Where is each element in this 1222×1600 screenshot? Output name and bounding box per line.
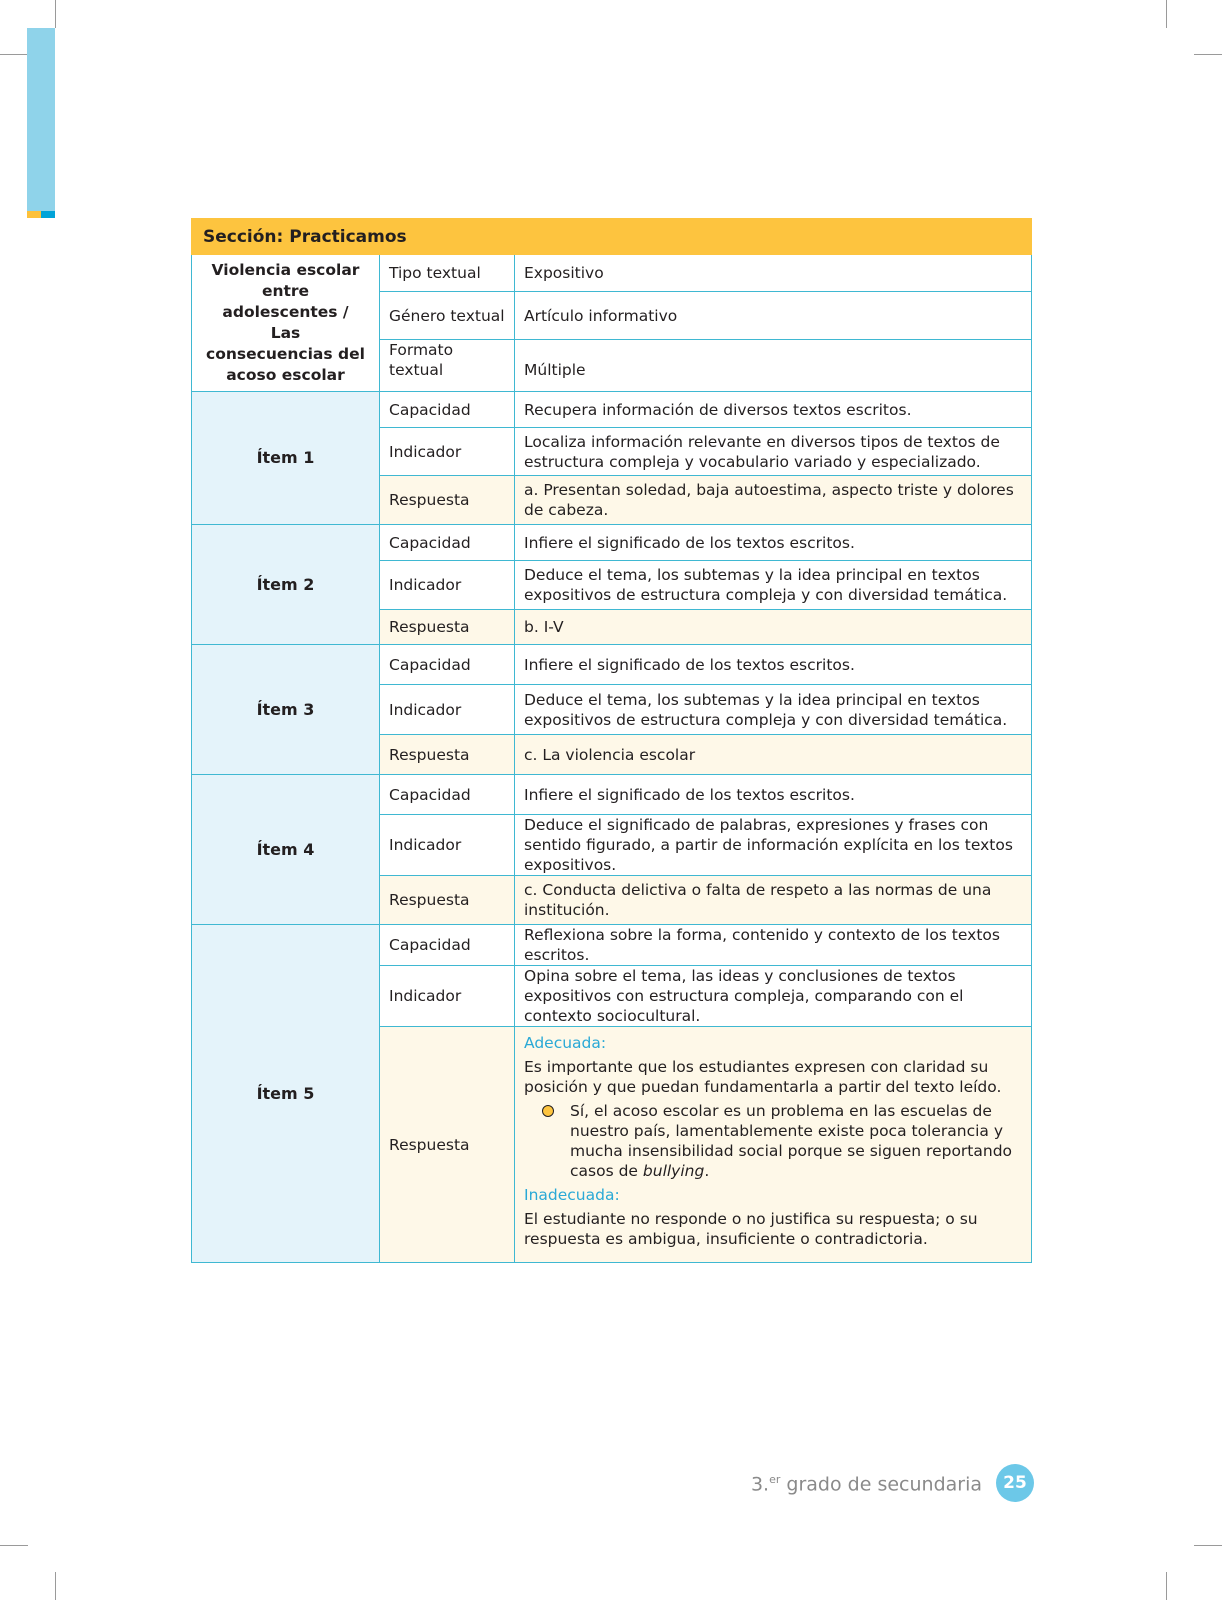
bullying-term: bullying [642, 1162, 705, 1180]
respuesta-value: c. Conducta delictiva o falta de respeto a las normas de una institución. [515, 876, 1032, 925]
respuesta-value [515, 1027, 1032, 1263]
tipo-textual-value: Expositivo [515, 255, 1032, 292]
item-4-label: Ítem 4 [192, 775, 380, 925]
reading-title: Violencia escolar entre adolescentes / Las consecuencias del acoso escolar [192, 255, 380, 392]
inadecuada-text: El estudiante no responde o no justifica su respuesta; o su respuesta es ambigua, insuficiente o contradictoria. [524, 1210, 978, 1248]
capacidad-label: Capacidad [380, 392, 515, 428]
capacidad-label: Capacidad [380, 525, 515, 561]
crop-mark [1166, 0, 1167, 28]
indicador-value: Deduce el tema, los subtemas y la idea principal en textos expositivos de estructura compleja y con diversidad temática. [515, 561, 1032, 610]
respuesta-label: Respuesta [380, 476, 515, 525]
crop-mark [0, 1545, 28, 1546]
section-header-row [192, 219, 1032, 255]
capacidad-label: Capacidad [380, 645, 515, 685]
decorative-strip-cyan [41, 211, 55, 218]
page-footer [700, 1464, 1034, 1504]
indicador-value: Deduce el tema, los subtemas y la idea principal en textos expositivos de estructura compleja y con diversidad temática. [515, 685, 1032, 735]
indicador-label: Indicador [380, 428, 515, 476]
table-row [192, 525, 1032, 561]
indicador-label: Indicador [380, 561, 515, 610]
crop-mark [1194, 54, 1222, 55]
adecuada-example-text: Sí, el acoso escolar es un problema en las escuelas de nuestro país, lamentablemente existe poca tolerancia y mucha insensibilidad social porque se siguen reportando casos de bullying. [570, 1102, 1013, 1180]
indicador-label: Indicador [380, 966, 515, 1027]
capacidad-value: Infiere el significado de los textos escritos. [515, 525, 1032, 561]
crop-mark [1194, 1545, 1222, 1546]
decorative-strip-yellow [27, 211, 41, 218]
crop-mark [55, 1572, 56, 1600]
capacidad-value: Reflexiona sobre la forma, contenido y contexto de los textos escritos. [515, 925, 1032, 966]
item-1-label: Ítem 1 [192, 392, 380, 525]
indicador-label: Indicador [380, 815, 515, 876]
bullet-circle-icon [542, 1105, 554, 1117]
indicador-label: Indicador [380, 685, 515, 735]
capacidad-label: Capacidad [380, 925, 515, 966]
respuesta-value: a. Presentan soledad, baja autoestima, aspecto triste y dolores de cabeza. [515, 476, 1032, 525]
table-row [192, 925, 1032, 966]
table-row [192, 255, 1032, 292]
grade-label: 3.$^{er}$ grado de secundaria [750, 1473, 982, 1496]
formato-textual-value: Múltiple [515, 340, 1032, 392]
section-title: Sección: Practicamos [192, 219, 1032, 255]
formato-textual-label: Formato textual [380, 340, 515, 392]
adecuada-text: Es importante que los estudiantes expresen con claridad su posición y que puedan fundamentarla a partir del texto leído. [524, 1058, 1002, 1096]
capacidad-value: Recupera información de diversos textos escritos. [515, 392, 1032, 428]
crop-mark [55, 0, 56, 28]
inadecuada-heading: Inadecuada: [524, 1186, 620, 1204]
adecuada-example [542, 1101, 1022, 1181]
item-5-label: Ítem 5 [192, 925, 380, 1263]
indicador-value: Deduce el significado de palabras, expresiones y frases con sentido figurado, a partir de información explícita en los textos expositivos. [515, 815, 1032, 876]
adecuada-heading: Adecuada: [524, 1034, 607, 1052]
respuesta-label: Respuesta [380, 610, 515, 645]
respuesta-label: Respuesta [380, 735, 515, 775]
respuesta-value: c. La violencia escolar [515, 735, 1032, 775]
genero-textual-value: Artículo informativo [515, 292, 1032, 340]
crop-mark [1166, 1572, 1167, 1600]
table-row [192, 645, 1032, 685]
indicador-value: Opina sobre el tema, las ideas y conclusiones de textos expositivos con estructura compleja, comparando con el contexto sociocultural. [515, 966, 1032, 1027]
answer-key-table [191, 218, 1032, 1263]
respuesta-label: Respuesta [380, 1027, 515, 1263]
genero-textual-label: Género textual [380, 292, 515, 340]
page-number: 25 [996, 1464, 1034, 1502]
tipo-textual-label: Tipo textual [380, 255, 515, 292]
decorative-side-strip [27, 28, 55, 211]
indicador-value: Localiza información relevante en diversos tipos de textos de estructura compleja y vocabulario variado y especializado. [515, 428, 1032, 476]
table-row [192, 392, 1032, 428]
capacidad-value: Infiere el significado de los textos escritos. [515, 645, 1032, 685]
item-2-label: Ítem 2 [192, 525, 380, 645]
item-3-label: Ítem 3 [192, 645, 380, 775]
respuesta-value: b. I-V [515, 610, 1032, 645]
crop-mark [0, 54, 28, 55]
respuesta-label: Respuesta [380, 876, 515, 925]
capacidad-label: Capacidad [380, 775, 515, 815]
capacidad-value: Infiere el significado de los textos escritos. [515, 775, 1032, 815]
table-row [192, 775, 1032, 815]
